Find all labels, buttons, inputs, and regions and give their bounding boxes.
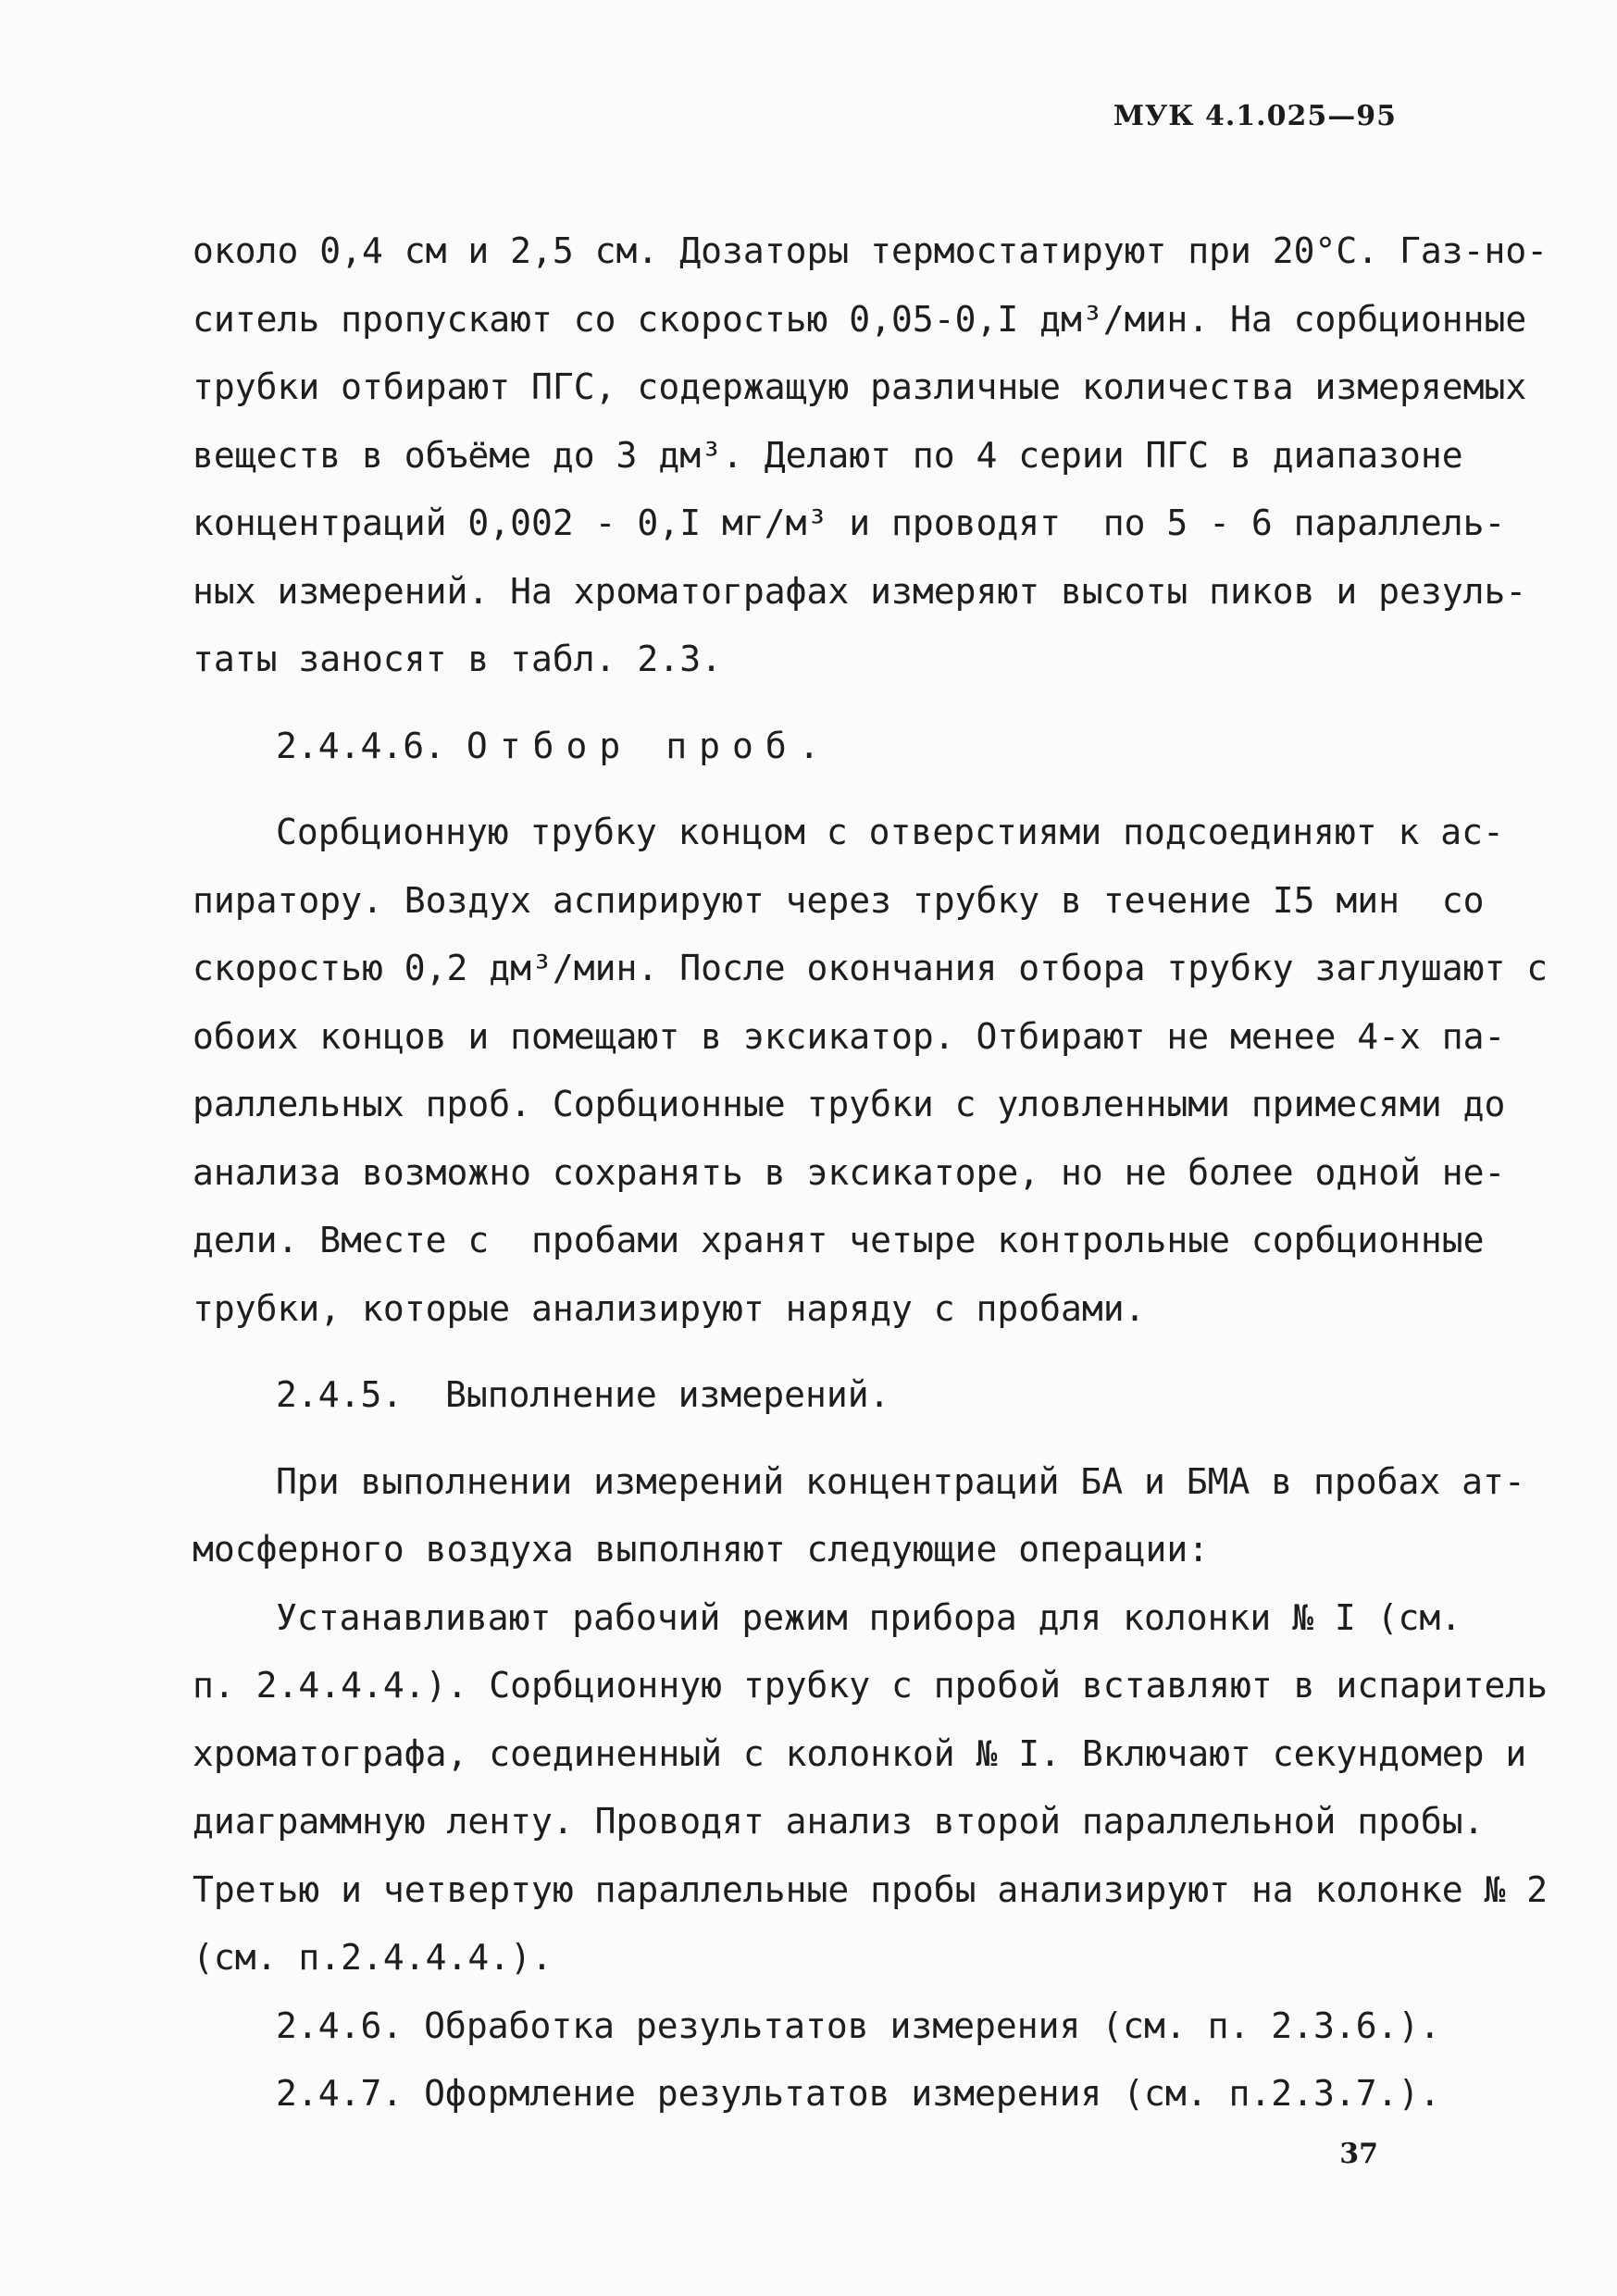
text-line: ситель пропускают со скоростью 0,05-0,I дм³/мин. На сорбционные — [193, 298, 1527, 340]
text-line: пиратору. Воздух аспирируют через трубку в течение I5 мин со — [193, 879, 1485, 921]
section-heading-246: 2.4.6. Обработка результатов измерения (см. п. 2.3.6.). — [276, 2004, 1441, 2046]
text-line: концентраций 0,002 - 0,I мг/м³ и проводят по 5 - 6 параллель- — [193, 503, 1506, 543]
paragraph-sampling — [193, 799, 1549, 1343]
text-line: Сорбционную трубку концом с отверстиями подсоединяют к ас- — [276, 812, 1504, 852]
text-line: Устанавливают рабочий режим прибора для колонки № I (см. — [276, 1596, 1462, 1638]
text-line: анализа возможно сохранять в эксикаторе, но не более одной не- — [193, 1151, 1506, 1193]
section-heading-245: 2.4.5. Выполнение измерений. — [276, 1374, 890, 1415]
text-line: скоростью 0,2 дм³/мин. После окончания отбора трубку заглушают с — [193, 948, 1549, 988]
paragraph-gas-carrier — [193, 217, 1549, 694]
document-body — [193, 217, 1549, 2128]
text-line: мосферного воздуха выполняют следующие операции: — [193, 1529, 1210, 1570]
text-line: трубки отбирают ПГС, содержащую различные количества измеряемых — [193, 366, 1527, 407]
document-code-header: МУК 4.1.025—95 — [1113, 100, 1397, 132]
text-line: обоих концов и помещают в эксикатор. Отбирают не менее 4-х па- — [193, 1015, 1506, 1057]
text-line: Третью и четвертую параллельные пробы анализируют на колонке № 2 — [193, 1868, 1549, 1910]
text-line: При выполнении измерений концентраций БА и БМА в пробах ат- — [276, 1460, 1525, 1502]
section-heading-2446 — [193, 713, 1474, 781]
section-title: Отбор проб. — [466, 725, 832, 766]
text-line: дели. Вместе с пробами хранят четыре контрольные сорбционные — [193, 1220, 1485, 1260]
text-line: ных измерений. На хроматографах измеряют высоты пиков и резуль- — [193, 570, 1527, 612]
paragraph-operations — [193, 1584, 1549, 1992]
text-line: трубки, которые анализируют наряду с пробами. — [193, 1287, 1146, 1329]
text-line: п. 2.4.4.4.). Сорбционную трубку с пробой вставляют в испаритель — [193, 1665, 1549, 1706]
text-line: веществ в объёме до 3 дм³. Делают по 4 серии ПГС в диапазоне — [193, 434, 1463, 476]
paragraph-operations-intro — [193, 1448, 1525, 1584]
section-heading-247: 2.4.7. Оформление результатов измерения (см. п.2.3.7.). — [276, 2073, 1441, 2114]
text-line: хроматографа, соединенный с колонкой № I. Включают секундомер и — [193, 1732, 1527, 1774]
page-number: 37 — [1339, 2138, 1378, 2170]
text-line: раллельных проб. Сорбционные трубки с уловленными примесями до — [193, 1084, 1506, 1124]
text-line: около 0,4 см и 2,5 см. Дозаторы термостатируют при 20°С. Газ-но- — [193, 230, 1549, 271]
text-line: диаграммную ленту. Проводят анализ второй параллельной пробы. — [193, 1801, 1485, 1842]
text-line: таты заносят в табл. 2.3. — [193, 639, 722, 679]
section-number: 2.4.4.6. — [276, 725, 446, 766]
text-line: (см. п.2.4.4.4.). — [193, 1937, 553, 1978]
